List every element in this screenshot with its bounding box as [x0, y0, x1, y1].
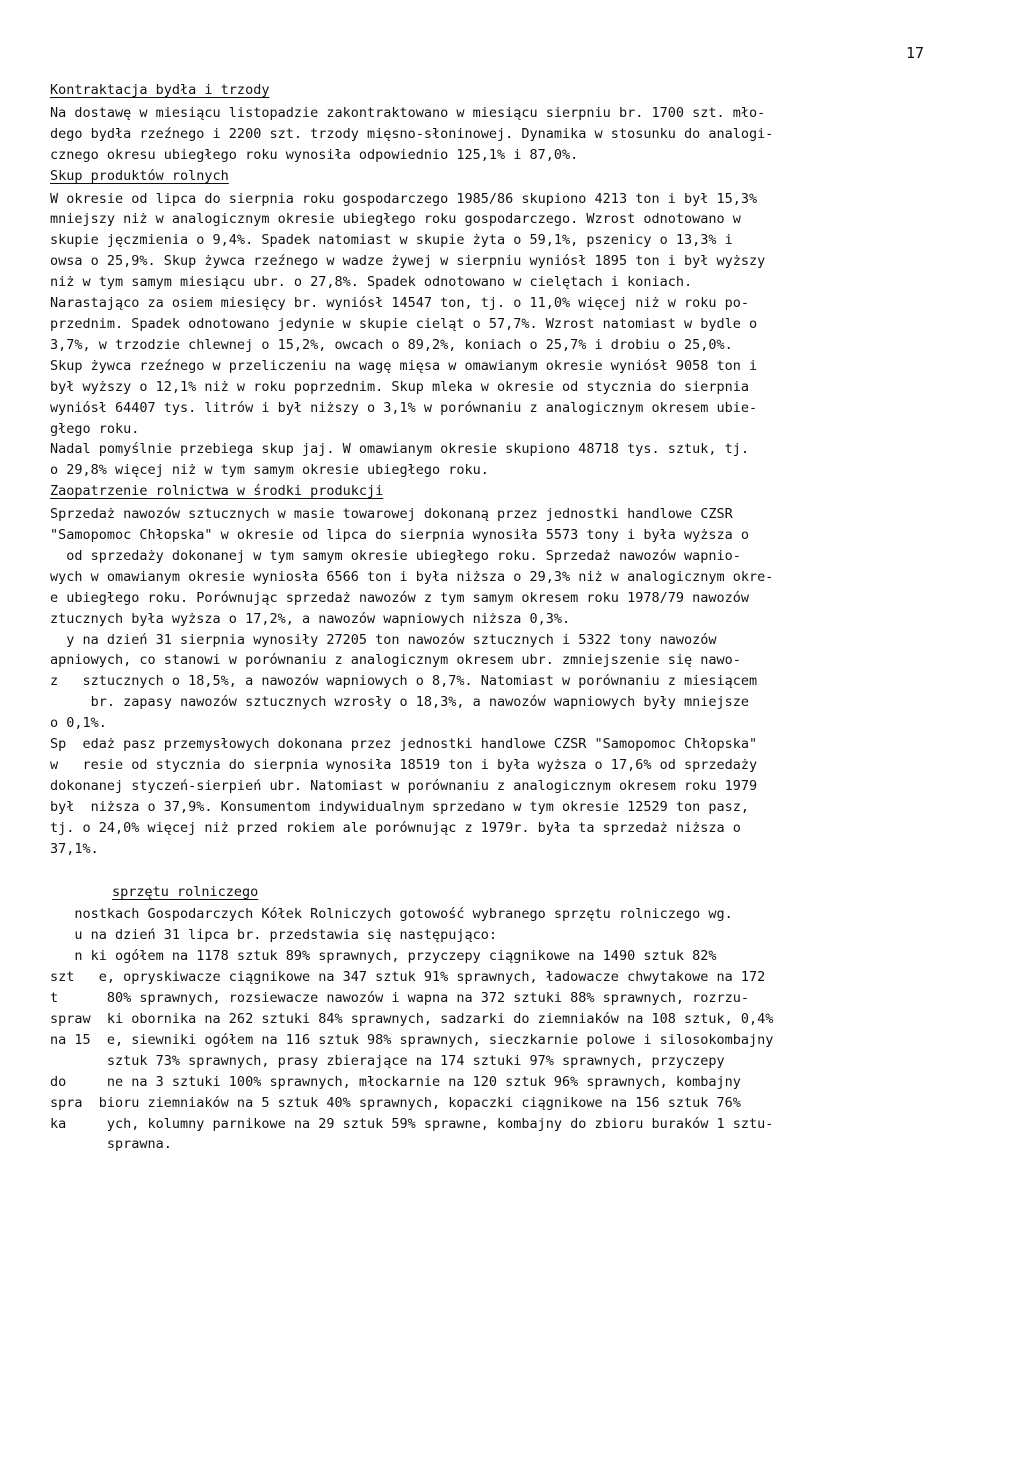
document-body	[50, 80, 930, 1155]
text-line: 3,7%, w trzodzie chlewnej o 15,2%, owcach o 89,2%, koniach o 25,7% i drobiu o 25,0%.	[50, 336, 733, 353]
text-line: szt e, opryskiwacze ciągnikowe na 347 sztuk 91% sprawnych, ładowacze chwytakowe na 172	[50, 969, 766, 986]
section-kontraktacja	[50, 80, 930, 166]
text-line: do ne na 3 sztuki 100% sprawnych, młockarnie na 120 sztuk 96% sprawnych, kombajny	[50, 1073, 741, 1090]
text-line: tj. o 24,0% więcej niż przed rokiem ale porównując z 1979r. była ta sprzedaż niższa o	[50, 819, 741, 836]
text-line: br. zapasy nawozów sztucznych wzrosły o 18,3%, a nawozów wapniowych były mniejsze	[50, 694, 749, 711]
text-line: mniejszy niż w analogicznym okresie ubiegłego roku gospodarczego. Wzrost odnotowano w	[50, 211, 741, 228]
text-line: n ki ogółem na 1178 sztuk 89% sprawnych, przyczepy ciągnikowe na 1490 sztuk 82%	[50, 948, 717, 965]
page-number: 17	[905, 44, 924, 62]
text-line: w resie od stycznia do sierpnia wynosiła 18519 ton i była wyższa o 17,6% od sprzedaży	[50, 757, 758, 773]
text-line: na 15 e, siewniki ogółem na 116 sztuk 98% sprawnych, sieczkarnie polowe i silosokombajny	[50, 1031, 774, 1048]
text-line: Nadal pomyślnie przebiega skup jaj. W omawianym okresie skupiono 48718 tys. sztuk, tj.	[50, 441, 749, 458]
text-line: owsa o 25,9%. Skup żywca rzeźnego w wadze żywej w sierpniu wyniósł 1895 ton i był wyższy	[50, 253, 766, 270]
text-line: sprawna.	[50, 1136, 172, 1153]
section-heading: Kontraktacja bydła i trzody	[50, 82, 270, 98]
text-line: dego bydła rzeźnego i 2200 szt. trzody mięsno-słoninowej. Dynamika w stosunku do analogi-	[50, 125, 774, 142]
text-line: sztuk 73% sprawnych, prasy zbierające na 174 sztuki 97% sprawnych, przyczepy	[50, 1052, 725, 1069]
text-line: "Samopomoc Chłopska" w okresie od lipca do sierpnia wynosiła 5573 tony i była wyższa o	[50, 527, 749, 544]
section-paragraph	[50, 904, 930, 1155]
section-heading: sprzętu rolniczego	[112, 883, 259, 900]
section-heading: Zaopatrzenie rolnictwa w środki produkcji	[50, 483, 384, 500]
section-sprzet	[50, 882, 930, 1156]
text-line: był wyższy o 12,1% niż w roku poprzednim. Skup mleka w okresie od stycznia do sierpnia	[50, 378, 749, 395]
text-line: był niższa o 37,9%. Konsumentom indywidualnym sprzedano w tym okresie 12529 ton pasz,	[50, 798, 749, 815]
text-line: wych w omawianym okresie wyniosła 6566 ton i była niższa o 29,3% niż w analogicznym okre-	[50, 568, 774, 585]
section-skup	[50, 166, 930, 482]
text-line: przednim. Spadek odnotowano jedynie w skupie cieląt o 57,7%. Wzrost natomiast w bydle o	[50, 315, 758, 332]
text-line: głego roku.	[50, 420, 140, 437]
text-line: nostkach Gospodarczych Kółek Rolniczych gotowość wybranego sprzętu rolniczego wg.	[50, 906, 733, 923]
text-line: spraw ki obornika na 262 sztuki 84% sprawnych, sadzarki do ziemniaków na 108 sztuk, 0,4%	[50, 1010, 774, 1027]
text-line: Sp edaż pasz przemysłowych dokonana przez jednostki handlowe CZSR "Samopomoc Chłopska"	[50, 736, 758, 753]
text-line: Narastająco za osiem miesięcy br. wyniósł 14547 ton, tj. o 11,0% więcej niż w roku po-	[50, 295, 749, 312]
text-line: wyniósł 64407 tys. litrów i był niższy o 3,1% w porównaniu z analogicznym okresem ubie-	[50, 399, 758, 416]
text-line: dokonanej styczeń-sierpień ubr. Natomiast w porównaniu z analogicznym okresem roku 1979	[50, 777, 758, 794]
text-line: e ubiegłego roku. Porównując sprzedaż nawozów z tym samym okresem roku 1978/79 nawozów	[50, 589, 749, 606]
text-line: od sprzedaży dokonanej w tym samym okresie ubiegłego roku. Sprzedaż nawozów wapnio-	[50, 547, 741, 564]
text-line: t 80% sprawnych, rozsiewacze nawozów i wapna na 372 sztuki 88% sprawnych, rozrzu-	[50, 990, 749, 1007]
text-line: ka ych, kolumny parnikowe na 29 sztuk 59% sprawne, kombajny do zbioru buraków 1 sztu-	[50, 1115, 774, 1132]
section-zaopatrzenie	[50, 481, 930, 859]
text-line: W okresie od lipca do sierpnia roku gospodarczego 1985/86 skupiono 4213 ton i był 15,3%	[50, 190, 758, 207]
text-line: 37,1%.	[50, 840, 99, 857]
section-paragraph	[50, 103, 930, 166]
text-line: skupie jęczmienia o 9,4%. Spadek natomiast w skupie żyta o 59,1%, pszenicy o 13,3% i	[50, 232, 733, 249]
section-paragraph	[50, 189, 930, 482]
text-line: Sprzedaż nawozów sztucznych w masie towarowej dokonaną przez jednostki handlowe CZSR	[50, 506, 733, 523]
text-line: y na dzień 31 sierpnia wynosiły 27205 ton nawozów sztucznych i 5322 tony nawozów	[50, 631, 717, 648]
text-line: u na dzień 31 lipca br. przedstawia się następująco:	[50, 927, 498, 944]
text-line: spra bioru ziemniaków na 5 sztuk 40% sprawnych, kopaczki ciągnikowe na 156 sztuk 76%	[50, 1094, 741, 1111]
text-line: o 0,1%.	[50, 715, 107, 732]
text-line: apniowych, co stanowi w porównaniu z analogicznym okresem ubr. zmniejszenie się nawo-	[50, 652, 741, 669]
text-line: Na dostawę w miesiącu listopadzie zakontraktowano w miesiącu sierpniu br. 1700 szt. mło-	[50, 104, 766, 121]
text-line: ztucznych była wyższa o 17,2%, a nawozów wapniowych niższa 0,3%.	[50, 610, 571, 627]
text-line: o 29,8% więcej niż w tym samym okresie ubiegłego roku.	[50, 462, 489, 479]
text-line: cznego okresu ubiegłego roku wynosiła odpowiednio 125,1% i 87,0%.	[50, 146, 579, 163]
text-line: niż w tym samym miesiącu ubr. o 27,8%. Spadek odnotowano w cielętach i koniach.	[50, 274, 693, 291]
section-heading: Skup produktów rolnych	[50, 167, 229, 184]
text-line: z sztucznych o 18,5%, a nawozów wapniowych o 8,7%. Natomiast w porównaniu z miesiącem	[50, 673, 758, 690]
section-paragraph	[50, 504, 930, 859]
text-line: Skup żywca rzeźnego w przeliczeniu na wagę mięsa w omawianym okresie wyniósł 9058 ton i	[50, 357, 758, 374]
